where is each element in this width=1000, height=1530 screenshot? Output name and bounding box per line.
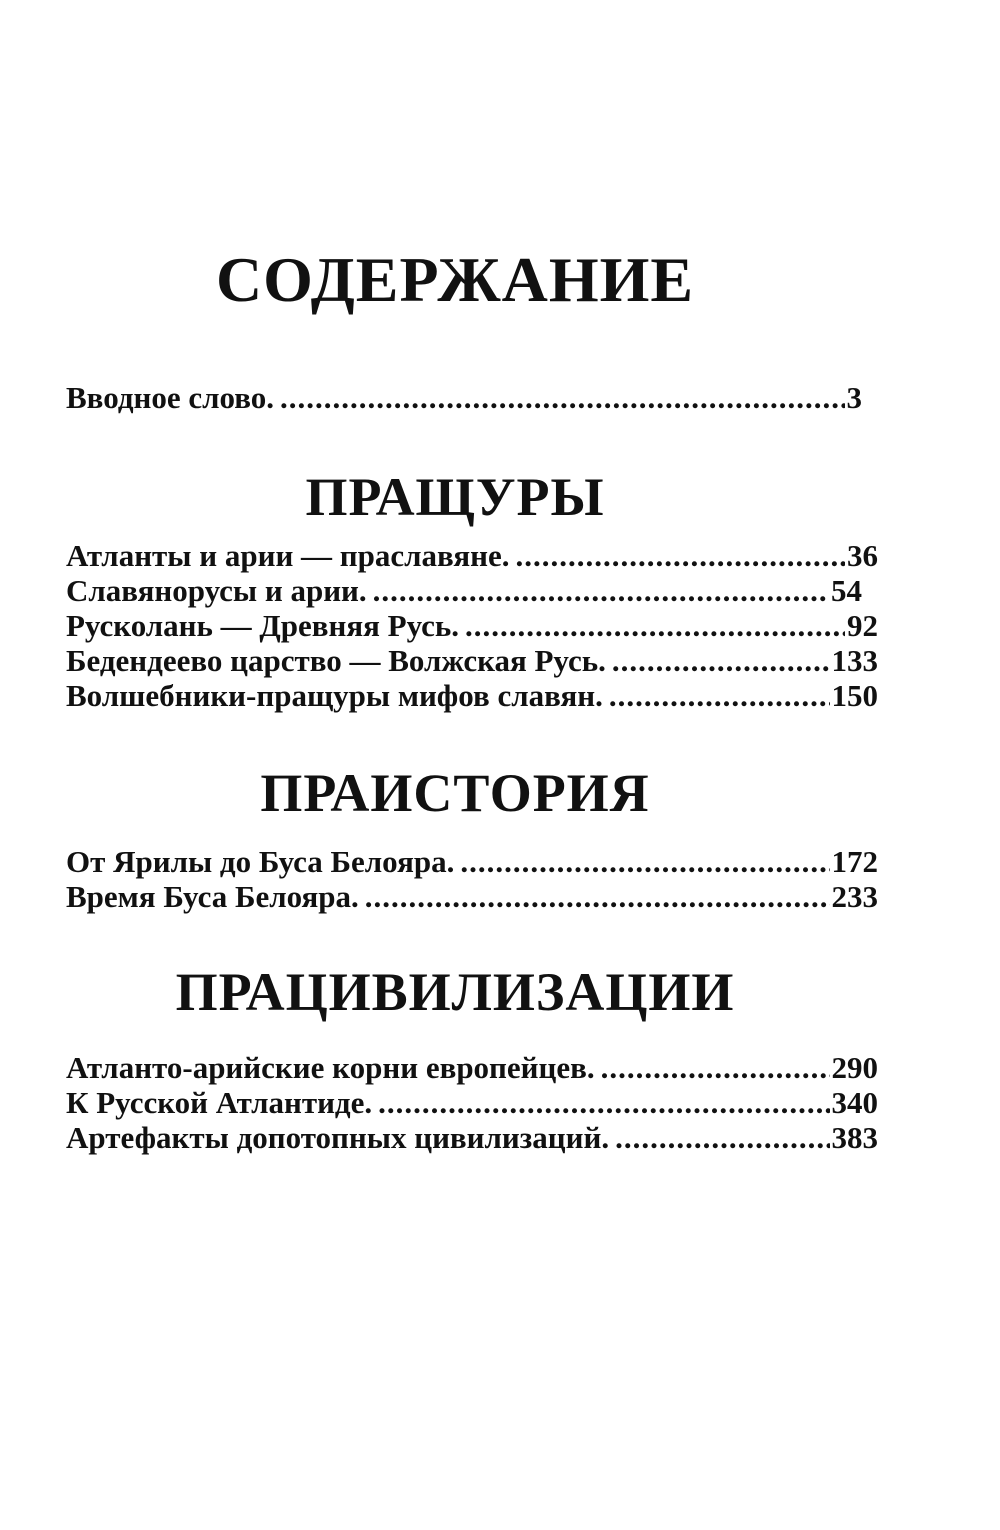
toc-entry-title: От Ярилы до Буса Белояра. (66, 844, 455, 879)
dot-leader (612, 643, 830, 678)
toc-entry (66, 1085, 878, 1120)
toc-entry (66, 538, 878, 573)
toc-entry-title: Бедендеево царство — Волжская Русь. (66, 643, 606, 678)
dot-leader (615, 1120, 829, 1155)
toc-entry-page: 36 (847, 538, 878, 573)
toc-entry-intro (66, 380, 862, 415)
toc-entry-title: К Русской Атлантиде. (66, 1085, 373, 1120)
toc-entry-page: 290 (831, 1050, 878, 1085)
toc-entry (66, 1050, 878, 1085)
dot-leader (280, 380, 844, 415)
section-heading-prashchury: ПРАЩУРЫ (305, 467, 605, 527)
section-heading-praistoriya: ПРАИСТОРИЯ (260, 763, 650, 823)
toc-entry-page: 383 (831, 1120, 878, 1155)
toc-entry-page: 150 (831, 678, 878, 713)
toc-entry-title: Вводное слово. (66, 380, 275, 415)
dot-leader (601, 1050, 830, 1085)
toc-entry-title: Славянорусы и арии. (66, 573, 367, 608)
toc-section-praistoriya (66, 844, 878, 914)
dot-leader (460, 844, 829, 879)
toc-entry-page: 54 (831, 573, 862, 608)
toc-entry-page: 172 (831, 844, 878, 879)
toc-entry-title: Время Буса Белояра. (66, 879, 359, 914)
dot-leader (609, 678, 830, 713)
toc-entry-title: Артефакты допотопных цивилизаций. (66, 1120, 610, 1155)
toc-entry (66, 879, 878, 914)
dot-leader (365, 879, 830, 914)
toc-entry (66, 844, 878, 879)
toc-entry-title: Волшебники-пращуры мифов славян. (66, 678, 603, 713)
toc-entry-title: Русколань — Древняя Русь. (66, 608, 460, 643)
toc-entry-page: 92 (847, 608, 878, 643)
toc-entry (66, 608, 878, 643)
dot-leader (373, 573, 829, 608)
toc-entry-page: 133 (831, 643, 878, 678)
page-title: СОДЕРЖАНИЕ (215, 244, 695, 315)
dot-leader (465, 608, 845, 643)
toc-entry-page: 3 (846, 380, 862, 415)
toc-section-prashchury (66, 538, 878, 713)
toc-entry (66, 573, 862, 608)
toc-entry (66, 678, 878, 713)
toc-entry-title: Атланто-арийские корни европейцев. (66, 1050, 595, 1085)
toc-section-pratsivilizatsii (66, 1050, 878, 1155)
toc-entry-page: 233 (831, 879, 878, 914)
dot-leader (378, 1085, 829, 1120)
toc-entry-page: 340 (831, 1085, 878, 1120)
toc-entry (66, 1120, 878, 1155)
toc-intro (66, 380, 862, 415)
toc-entry-title: Атланты и арии — праславяне. (66, 538, 510, 573)
section-heading-pratsivilizatsii: ПРАЦИВИЛИЗАЦИИ (175, 962, 735, 1022)
toc-entry (66, 643, 878, 678)
dot-leader (516, 538, 845, 573)
